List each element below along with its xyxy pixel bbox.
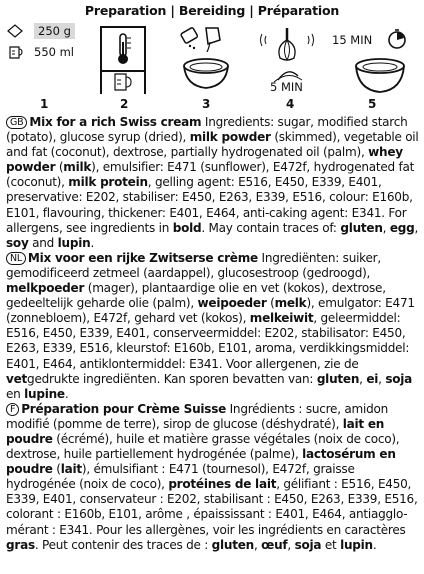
step-number-1: 1 [40, 97, 49, 111]
text-run: Ingrédients : sucre, amidon modifié (pomme de terre), sirop de glucose (déshydraté), [6, 401, 388, 431]
text-run: , [378, 371, 386, 386]
section-nl [6, 251, 420, 402]
text-run: , [287, 537, 295, 552]
bold-text: œuf [261, 537, 288, 552]
rest-time-label: 15 MIN [332, 33, 373, 47]
language-badge-nl: NL [6, 252, 26, 265]
set-cream-bowl-icon [352, 56, 408, 100]
bold-text: vet [6, 371, 28, 386]
bold-text: Mix for a rich Swiss cream [29, 115, 202, 129]
bold-text: soy [6, 235, 29, 250]
bold-text: milk powder [189, 130, 271, 145]
text-run: ( [266, 296, 275, 311]
text-run: , gélifiant : E516, E450, E339, E401, conservateur : E202, stabilisant : E450, E263, E339, E516, colorant : E160b, E101, arôme , épaississant : E401, E464, antiagglo-mérant : E341. Pour les allergènes, voir les ingrédients en caractères [6, 477, 418, 537]
bold-text: milk protein [68, 175, 148, 190]
text-run: . [372, 537, 377, 552]
text-run: (mager), plantaardige olie en vet (kokos), dextrose, gedeeltelijk geharde olie (palm), [6, 281, 386, 311]
bold-text: gluten [340, 220, 383, 235]
text-run: , gelling agent: E516, E450, E339, E401, preservative: E202, stabiliser: E450, E263, E339, E516, colour: E160b, E101, flavouring, thickener: E401, E464, anti-caking agent: E341. For allergens, see ingredients in [6, 175, 413, 235]
bold-text: soja [385, 371, 413, 386]
text-run: . [90, 235, 95, 250]
text-run: ), émulsifiant : E471 (tournesol), E472f, graisse hydrogénée (noix de coco), [6, 462, 355, 492]
preparation-title: Preparation | Bereiding | Préparation [84, 3, 340, 18]
text-run: , [359, 371, 367, 386]
milk-volume-value: 550 ml [34, 44, 75, 59]
timer-icon [386, 28, 408, 50]
text-run: Ingredients: sugar, modified starch (potato), glucose syrup (dried), [6, 115, 408, 145]
powder-weight-icon [6, 23, 24, 39]
ingredient-quantities [6, 20, 75, 62]
step-number-4: 4 [286, 97, 295, 111]
bold-text: lupin [340, 537, 373, 552]
bold-text: whey powder [6, 145, 403, 175]
bold-text: egg [389, 220, 415, 235]
text-run: , [382, 220, 390, 235]
text-run: ), emulgator: E471 (zonnebloem), E472f, gehard vet (kokos), [6, 296, 415, 326]
powder-quantity-row [6, 20, 75, 41]
text-run: , [253, 537, 262, 552]
bold-text: lupin [57, 235, 91, 250]
milk-quantity-row [6, 41, 75, 62]
bold-text: gluten [211, 537, 254, 552]
text-run: and [28, 235, 58, 250]
bold-text: soja [294, 537, 322, 552]
text-run: ), emulsifier: E471 (sunflower), E472f, hydrogenated fat (coconut), [6, 160, 415, 190]
text-run: . May contain traces of: [201, 220, 341, 235]
bold-text: lait [60, 462, 82, 477]
language-badge-f: F [6, 403, 19, 416]
text-run: gedrukte ingrediënten. Kan sporen bevatten van: [27, 371, 317, 386]
text-run: Ingrediënten: suiker, gemodificeerd zetmeel (aardappel), glucosestroop (gedroogd), [6, 250, 381, 280]
bold-text: gras [6, 537, 35, 552]
whisk-time-label: 5 MIN [270, 80, 303, 94]
bold-text: lactosérum en poudre [6, 447, 396, 477]
text-run: et [321, 537, 341, 552]
text-run: , [414, 220, 419, 235]
bold-text: Mix voor een rijke Zwitserse crème [27, 250, 258, 265]
powder-weight-value: 250 g [34, 23, 75, 39]
bold-text: lait en poudre [6, 416, 385, 446]
section-gb [6, 115, 420, 251]
text-run: . [64, 386, 69, 401]
text-run: ( [55, 160, 64, 175]
bold-text: Préparation pour Crème Suisse [21, 401, 227, 416]
bold-text: gluten [316, 371, 360, 386]
bold-text: weipoeder [197, 296, 267, 311]
language-badge-gb: GB [6, 116, 27, 129]
bold-text: protéines de lait [168, 477, 277, 492]
pour-into-bowl-icon [176, 24, 236, 94]
ingredient-text [6, 115, 420, 553]
text-run: . Peut contenir des traces de : [34, 537, 212, 552]
bold-text: melk [274, 296, 307, 311]
bold-text: ei [366, 371, 379, 386]
bold-text: bold [172, 220, 202, 235]
bold-text: melkeiwit [249, 311, 314, 326]
section-f [6, 402, 420, 553]
bold-text: melkpoeder [6, 281, 85, 296]
step-number-5: 5 [368, 97, 377, 111]
cold-milk-jug-icon [112, 72, 134, 92]
bold-text: lupine [24, 386, 65, 401]
text-run: (écrémé), huile et matière grasse végétales (noix de coco), dextrose, huile partiellement hydrogénée (palme), [6, 431, 400, 462]
text-run: (skimmed), vegetable oil and fat (coconut), dextrose, partially hydrogenated oil (palm), [6, 130, 419, 160]
bold-text: milk [63, 160, 92, 175]
step-number-3: 3 [202, 97, 211, 111]
text-run: en [6, 386, 25, 401]
step-number-2: 2 [120, 97, 129, 111]
milk-volume-icon [6, 44, 24, 60]
text-run: ( [52, 462, 61, 477]
text-run: , geleermiddel: E516, E450, E339, E401, conserveermiddel: E202, stabilisator: E450, E263, E339, E516, kleurstof: E160b, E101, aroma, verdikkingsmiddel: E401, E464, antiklontermiddel: E341. Voor allergenen, zie de [6, 311, 410, 371]
